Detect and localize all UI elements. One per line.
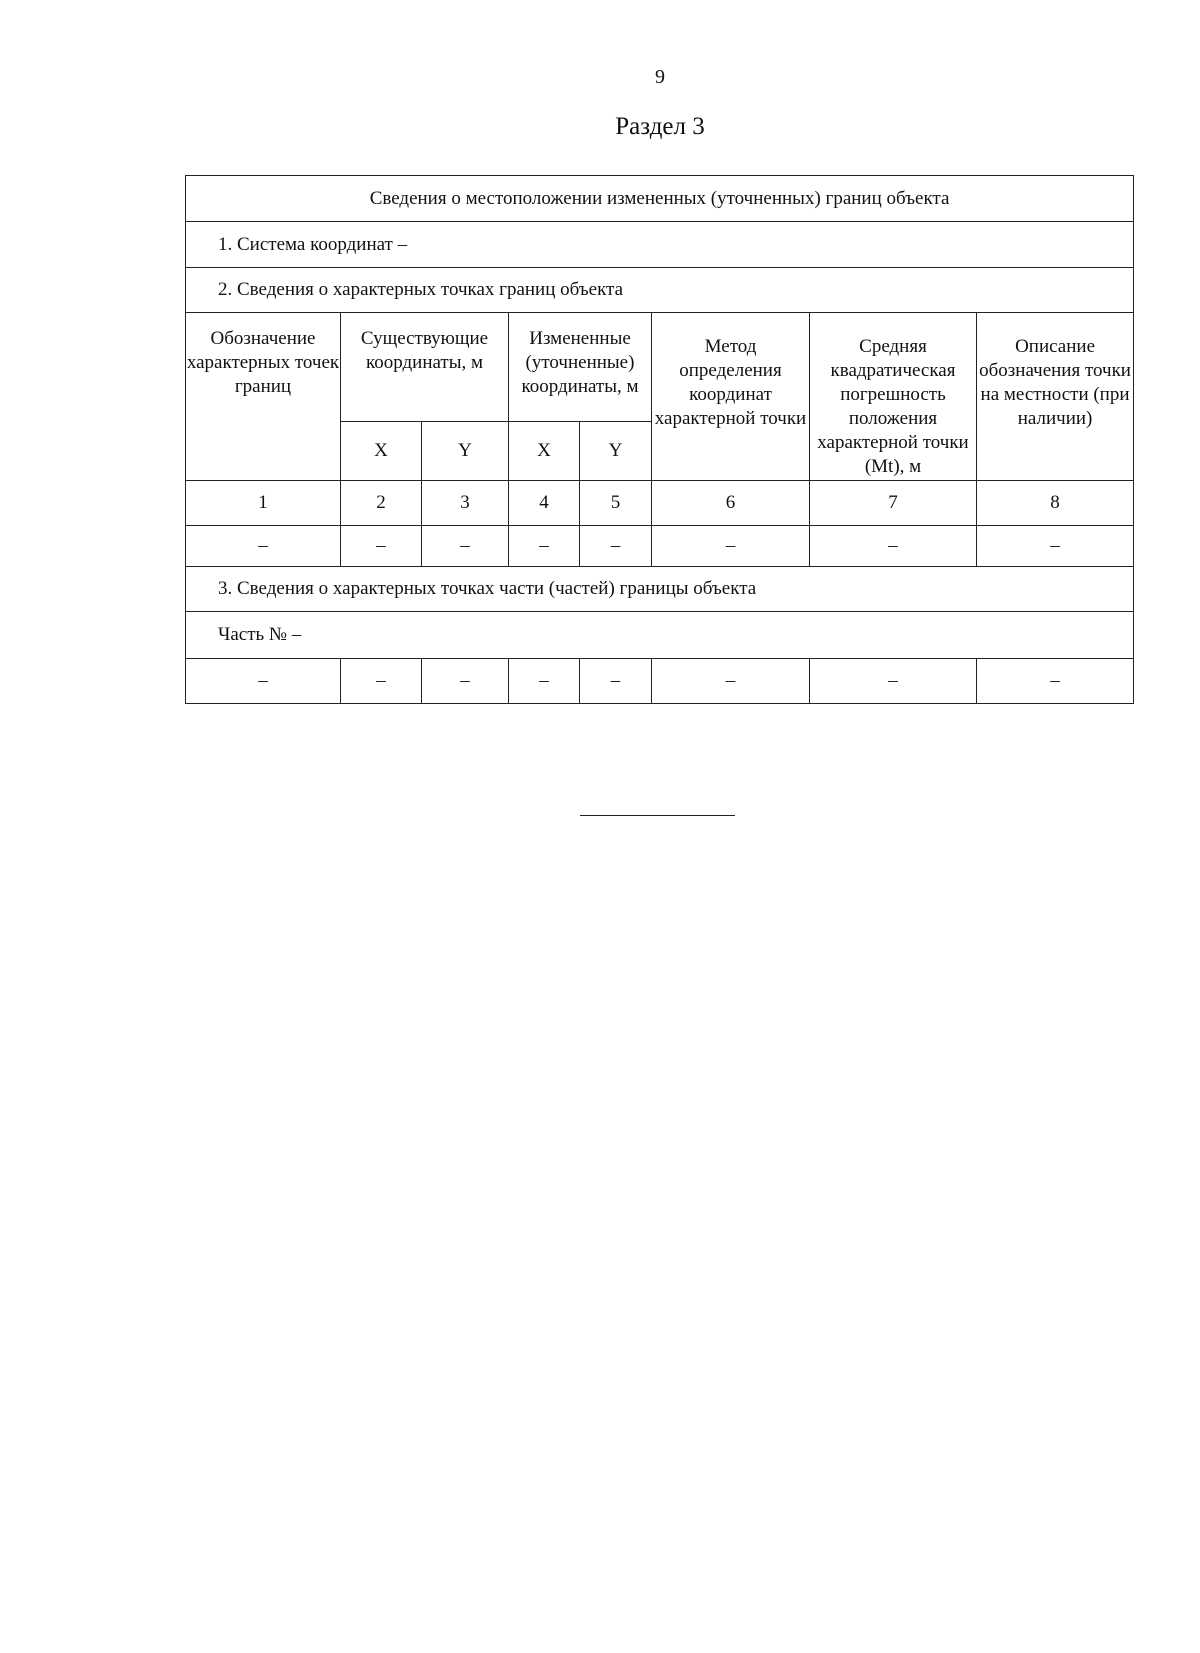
table-cell: –	[422, 659, 509, 704]
table-cell: –	[977, 659, 1134, 704]
column-number: 1	[186, 481, 341, 526]
header-row	[186, 313, 1134, 422]
header-x-changed: X	[509, 422, 580, 481]
table-cell: –	[341, 526, 422, 567]
header-changed-coords: Измененные (уточненные) координаты, м	[509, 313, 652, 422]
table-title: Сведения о местоположении измененных (уточненных) границ объекта	[186, 176, 1134, 222]
table-cell: –	[810, 659, 977, 704]
column-number: 3	[422, 481, 509, 526]
part-number-row	[186, 612, 1134, 659]
header-description: Описание обозначения точки на местности (при наличии)	[977, 313, 1134, 481]
column-number: 4	[509, 481, 580, 526]
table-cell: –	[580, 659, 652, 704]
table-cell: –	[341, 659, 422, 704]
page-number: 9	[655, 66, 665, 88]
section-title: Раздел 3	[615, 113, 705, 140]
part-number: Часть № –	[186, 612, 1134, 659]
header-existing-coords: Существующие координаты, м	[341, 313, 509, 422]
header-error: Средняя квадратическая погрешность положения характерной точки (Mt), м	[810, 313, 977, 481]
column-number: 8	[977, 481, 1134, 526]
end-rule	[580, 815, 735, 816]
parts-heading: 3. Сведения о характерных точках части (частей) границы объекта	[186, 567, 1134, 612]
table-cell: –	[509, 526, 580, 567]
column-number: 7	[810, 481, 977, 526]
table-cell: –	[652, 526, 810, 567]
table-cell: –	[580, 526, 652, 567]
boundary-points-table	[185, 175, 1134, 704]
header-y-existing: Y	[422, 422, 509, 481]
table-title-row	[186, 176, 1134, 222]
parts-heading-row	[186, 567, 1134, 612]
points-heading-row	[186, 268, 1134, 313]
header-method: Метод определения координат характерной точки	[652, 313, 810, 481]
header-x-existing: X	[341, 422, 422, 481]
column-number: 5	[580, 481, 652, 526]
table-row	[186, 526, 1134, 567]
table-cell: –	[186, 526, 341, 567]
coord-system: 1. Система координат –	[186, 222, 1134, 268]
points-heading: 2. Сведения о характерных точках границ объекта	[186, 268, 1134, 313]
header-point-designation: Обозначение характерных точек границ	[186, 313, 341, 481]
column-number: 2	[341, 481, 422, 526]
table-cell: –	[652, 659, 810, 704]
table-cell: –	[186, 659, 341, 704]
column-numbers-row	[186, 481, 1134, 526]
header-y-changed: Y	[580, 422, 652, 481]
table-cell: –	[977, 526, 1134, 567]
table-row	[186, 659, 1134, 704]
coord-system-row	[186, 222, 1134, 268]
table-cell: –	[810, 526, 977, 567]
table-cell: –	[509, 659, 580, 704]
table-cell: –	[422, 526, 509, 567]
column-number: 6	[652, 481, 810, 526]
